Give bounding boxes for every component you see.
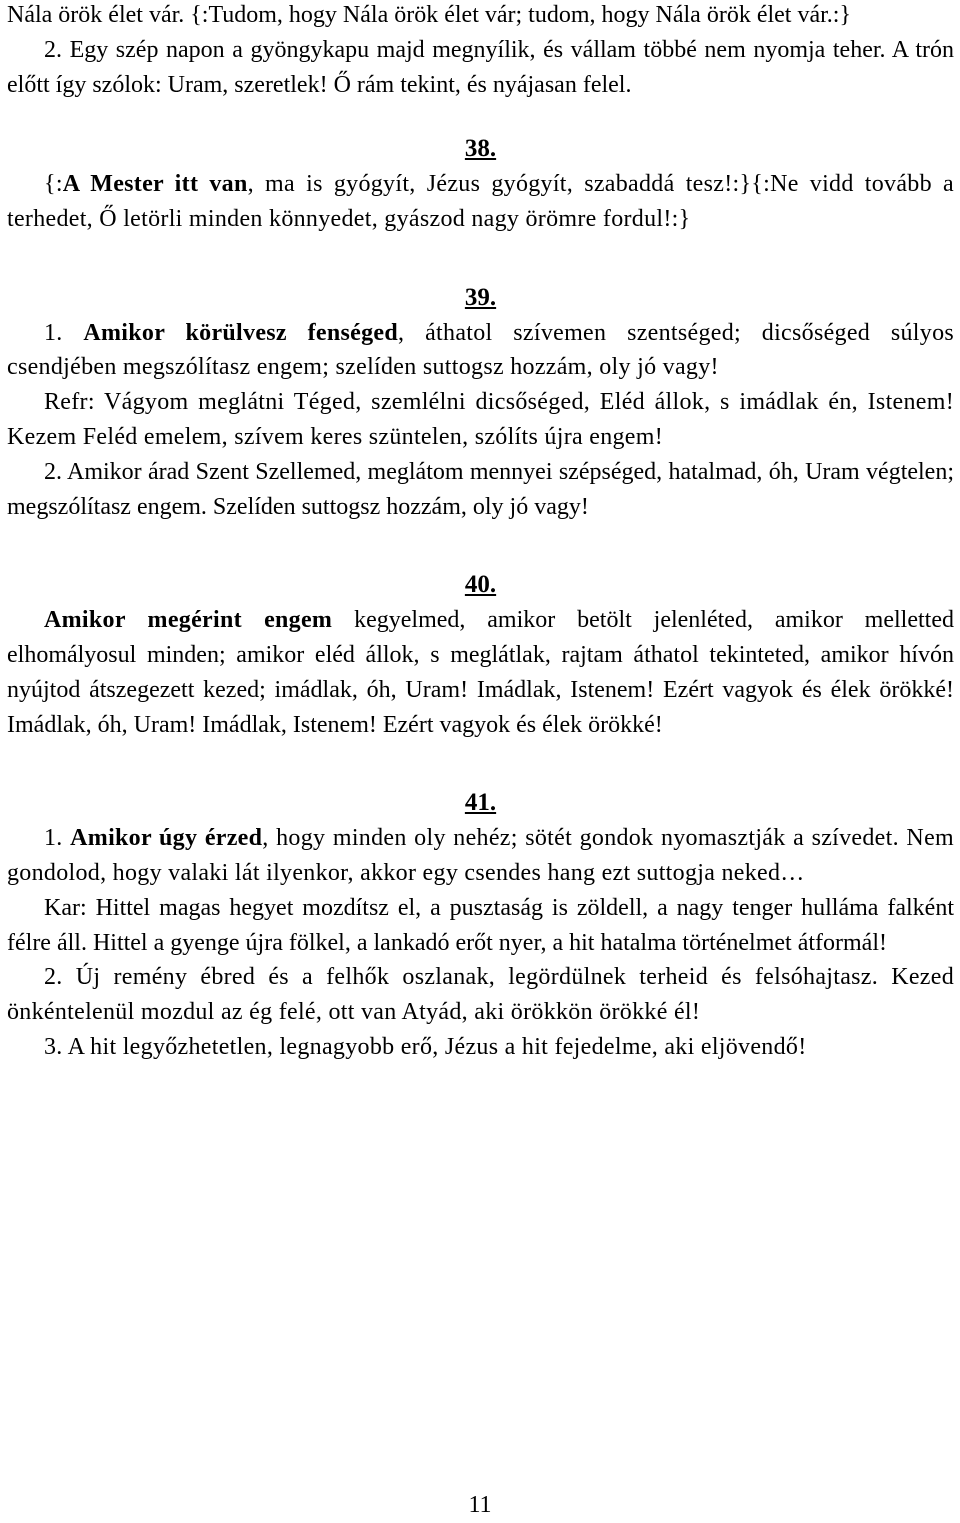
- song-37-ending: Nála örök élet vár. {:Tudom, hogy Nála örök élet vár; tudom, hogy Nála örök élet vár.:}: [7, 2, 851, 28]
- song-41-title: Amikor úgy érzed: [70, 825, 263, 852]
- song-39-verse-2: 2. Amikor árad Szent Szellemed, meglátom mennyei szépséged, hatalmad, óh, Uram végtelen; megszólítasz engem. Szelíden suttogsz hozzám, oly jó vagy!: [7, 458, 954, 520]
- song-41-verse-3: 3. A hit legyőzhetetlen, legnagyobb erő, Jézus a hit fejedelme, aki eljövendő!: [44, 1033, 807, 1060]
- song-38-text: {:A Mester itt van, ma is gyógyít, Jézus gyógyít, szabaddá tesz!:}{:Ne vidd tovább a terhedet, Ő letörli minden könnyedet, gyászod nagy örömre fordul!:}: [7, 171, 954, 232]
- song-39-number: 39.: [464, 283, 497, 311]
- song-41-chorus: Kar: Hittel magas hegyet mozdítsz el, a pusztaság is zöldell, a nagy tenger hulláma falként félre áll. Hittel a gyenge újra fölkel, a lankadó erőt nyer, a hit hatalma történelmet átformál!: [7, 894, 954, 956]
- song-38-title: A Mester itt van: [62, 171, 248, 198]
- song-41-number: 41.: [464, 789, 497, 817]
- song-40-number: 40.: [464, 571, 497, 599]
- song-37-verse-2: 2. Egy szép napon a gyöngykapu majd megnyílik, és vállam többé nem nyomja teher. A trón előtt így szólok: Uram, szeretlek! Ő rám tekint, és nyájasan felel.: [7, 36, 954, 98]
- song-40-title: Amikor megérint engem: [44, 607, 333, 634]
- song-39-refrain: Refr: Vágyom meglátni Téged, szemlélni dicsőséged, Eléd állok, s imádlak én, Istenem! Kezem Feléd emelem, szívem keres szüntelen, szólíts újra engem!: [7, 389, 954, 450]
- song-39-verse-1: 1. Amikor körülvesz fenséged, áthatol szívemen szentséged; dicsőséged súlyos csendjében megszólítasz engem; szelíden suttogsz hozzám, oly jó vagy!: [7, 319, 955, 381]
- song-39-title: Amikor körülvesz fenséged: [83, 319, 399, 346]
- song-41-verse-2: 2. Új remény ébred és a felhők oszlanak, legördülnek terheid és felsóhajtasz. Kezed önkéntelenül mozdul az ég felé, ott van Atyád, aki örökkön örökké él!: [7, 964, 954, 1026]
- song-38-number: 38.: [464, 135, 497, 163]
- song-40-text: Amikor megérint engem kegyelmed, amikor betölt jelenléted, amikor melletted elhomályosul minden; amikor eléd állok, s meglátlak, rajtam áthatol tekinteted, amikor hívón nyújtod átszegezett kezed; imádlak, óh, Uram! Imádlak, Istenem! Ezért vagyok és élek örökké! Imádlak, óh, Uram! Imádlak, Istenem! Ezért vagyok és élek örökké!: [7, 607, 954, 738]
- page-number: 11: [468, 1492, 492, 1518]
- song-41-verse-1: 1. Amikor úgy érzed, hogy minden oly nehéz; sötét gondok nyomasztják a szívedet. Nem gondolod, hogy valaki lát ilyenkor, akkor egy csendes hang ezt suttogja neked…: [7, 825, 954, 886]
- page-body: [7, 0, 954, 1065]
